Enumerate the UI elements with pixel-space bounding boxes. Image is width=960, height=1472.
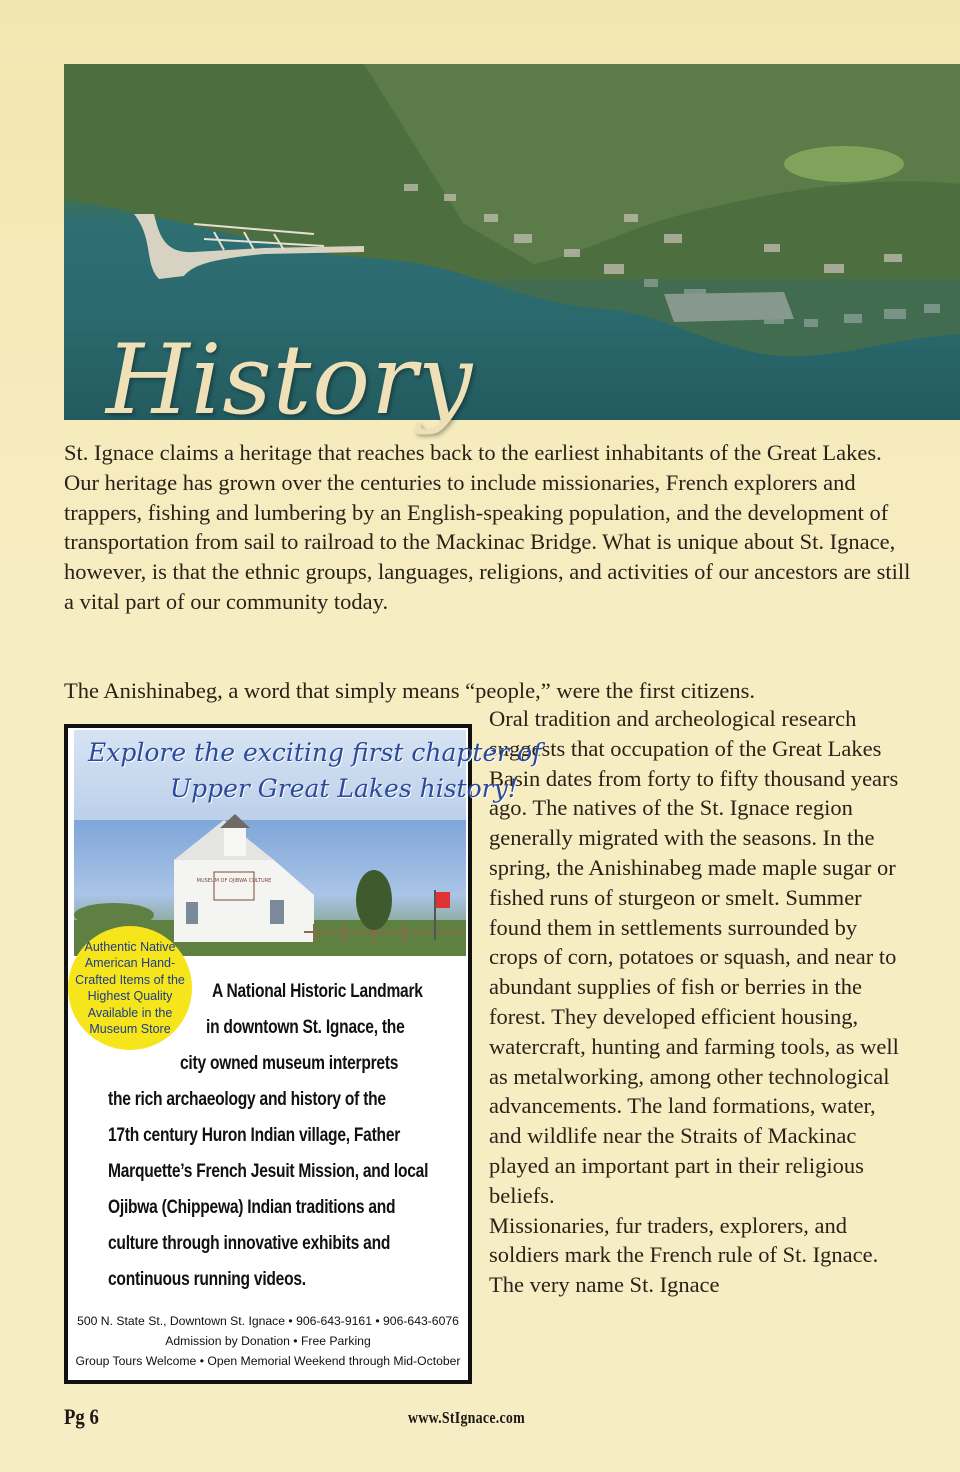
ad-headline-line-2: Upper Great Lakes history!: [170, 774, 518, 803]
page-title: History: [106, 324, 474, 436]
ad-body-line-3: city owned museum interprets: [180, 1053, 399, 1074]
ad-body-line-4: the rich archaeology and history of the: [108, 1089, 386, 1110]
oral-tradition-paragraph: Oral tradition and archeological research suggests that occupation of the Great Lakes Basin dates from forty to fifty thousand years ago. The natives of the St. Ignace region generally migrated with the seasons. In the spring, the Anishinabeg made maple sugar or fished runs of sturgeon or smelt. Summer found them in settlements surrounded by crops of corn, potatoes or squash, and near to abundant supplies of fish or berries in the forest. They developed efficient housing, watercraft, hunting and farming tools, as well as metalworking, among other technological advancements. The land formations, water, and wildlife near the Straits of Mackinac played an important part in their religious beliefs.: [489, 706, 899, 1208]
ad-address-phone: 500 N. State St., Downtown St. Ignace • 906-643-9161 • 906-643-6076: [77, 1314, 459, 1328]
history-column: [489, 704, 909, 1300]
intro-paragraph: St. Ignace claims a heritage that reaches back to the earliest inhabitants of the Great Lakes. Our heritage has grown over the centuries to include missionaries, French explorers and trappers, fishing and lumbering by an English-speaking population, and the development of transportation from sail to railroad to the Mackinac Bridge. What is unique about St. Ignace, however, is that the ethnic groups, languages, religions, and activities of our ancestors are still a vital part of our community today.: [64, 440, 911, 614]
ad-headline-banner: [74, 730, 542, 820]
ad-body-line-6: Marquette’s French Jesuit Mission, and local: [108, 1161, 429, 1182]
ad-body-line-5: 17th century Huron Indian village, Father: [108, 1125, 401, 1146]
museum-sign-text: MUSEUM OF OJIBWA CULTURE: [196, 878, 272, 884]
page-number: Pg 6: [64, 1404, 99, 1429]
ad-hours: Group Tours Welcome • Open Memorial Weekend through Mid-October: [75, 1354, 461, 1368]
ad-headline-line-1: Explore the exciting first chapter of: [88, 738, 542, 767]
ad-body-line-9: continuous running videos.: [108, 1269, 306, 1290]
missionaries-paragraph: Missionaries, fur traders, explorers, and soldiers mark the French rule of St. Ignace. The very name St. Ignace: [489, 1212, 879, 1298]
ad-body-line-7: Ojibwa (Chippewa) Indian traditions and: [108, 1197, 396, 1218]
museum-advertisement: [64, 724, 542, 1384]
ad-body-line-2: in downtown St. Ignace, the: [206, 1017, 405, 1038]
ad-body-line-8: culture through innovative exhibits and: [108, 1233, 391, 1254]
badge-text: Authentic Native American Hand-Crafted Items of the Highest Quality Available in the Museum Store: [75, 939, 185, 1036]
authentic-items-badge: [68, 926, 192, 1050]
ad-body-line-1: A National Historic Landmark: [212, 981, 423, 1002]
anishinabeg-paragraph: The Anishinabeg, a word that simply means “people,” were the first citizens.: [64, 678, 756, 703]
ad-admission: Admission by Donation • Free Parking: [165, 1334, 371, 1348]
website-url: www.StIgnace.com: [408, 1408, 526, 1427]
hero-aerial-photo: [64, 64, 960, 436]
